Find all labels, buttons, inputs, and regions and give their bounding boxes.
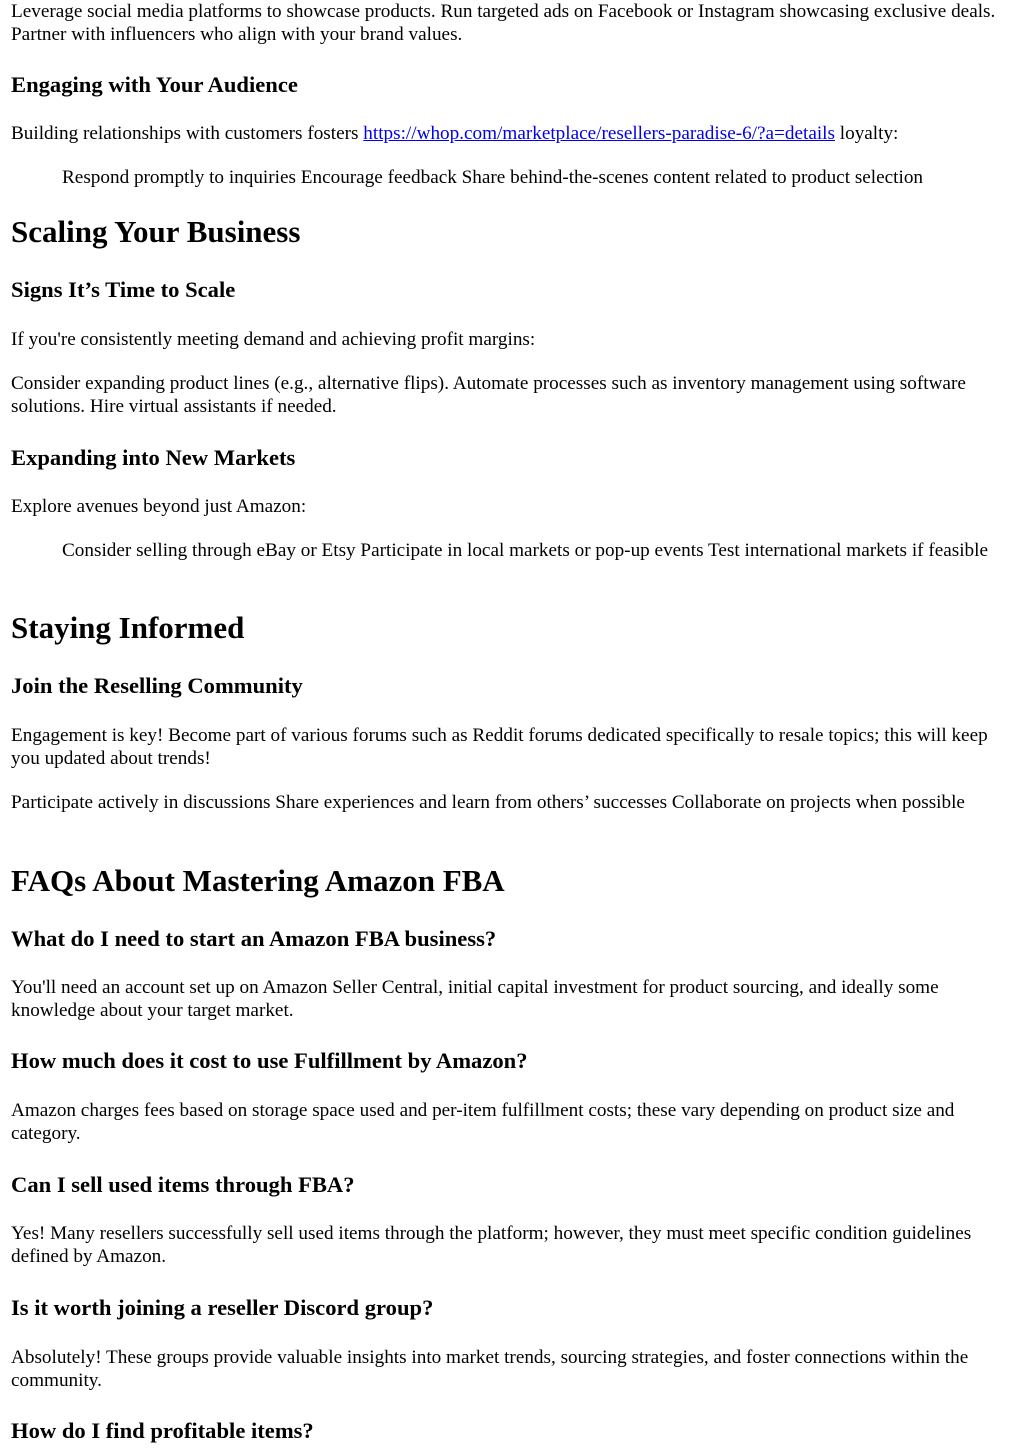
- participate-paragraph: Participate actively in discussions Share experiences and learn from others’ successes Collaborate on projects when possible: [11, 792, 965, 813]
- markets-list: Consider selling through eBay or Etsy Participate in local markets or pop-up events Test international markets if feasible: [62, 540, 988, 561]
- faq-question: How do I find profitable items?: [11, 1418, 314, 1443]
- faq-answer: Amazon charges fees based on storage space used and per-item fulfillment costs; these vary depending on product size and category.: [11, 1100, 955, 1144]
- resellers-paradise-link[interactable]: https://whop.com/marketplace/resellers-paradise-6/?a=details: [363, 123, 835, 144]
- markets-intro: Explore avenues beyond just Amazon:: [11, 496, 307, 517]
- signs-intro: If you're consistently meeting demand and achieving profit margins:: [11, 329, 536, 350]
- engaging-paragraph: [11, 122, 1014, 145]
- signs-paragraph: Consider expanding product lines (e.g., alternative flips). Automate processes such as inventory management using software solutions. Hire virtual assistants if needed.: [11, 373, 966, 417]
- faq-answer: You'll need an account set up on Amazon Seller Central, initial capital investment for product sourcing, and ideally some knowledge about your target market.: [11, 977, 939, 1021]
- engaging-list: Respond promptly to inquiries Encourage feedback Share behind-the-scenes content related to product selection: [62, 167, 924, 188]
- scaling-heading: Scaling Your Business: [11, 214, 301, 249]
- faq-answer: Yes! Many resellers successfully sell used items through the platform; however, they must meet specific condition guidelines defined by Amazon.: [11, 1223, 972, 1267]
- signs-heading: Signs It’s Time to Scale: [11, 277, 236, 302]
- faq-question: Is it worth joining a reseller Discord group?: [11, 1295, 434, 1320]
- community-paragraph: Engagement is key! Become part of various forums such as Reddit forums dedicated specifically to resale topics; this will keep you updated about trends!: [11, 725, 988, 769]
- intro-paragraph: Leverage social media platforms to showcase products. Run targeted ads on Facebook or Instagram showcasing exclusive deals. Partner with influencers who align with your brand values.: [11, 1, 996, 45]
- faq-question: How much does it cost to use Fulfillment by Amazon?: [11, 1048, 528, 1073]
- markets-heading: Expanding into New Markets: [11, 445, 296, 470]
- community-heading: Join the Reselling Community: [11, 673, 303, 698]
- engaging-heading: Engaging with Your Audience: [11, 72, 298, 97]
- faq-answer: Absolutely! These groups provide valuable insights into market trends, sourcing strategies, and foster connections within the community.: [11, 1347, 969, 1391]
- engaging-text-before: Building relationships with customers fosters: [11, 123, 364, 144]
- faqs-heading: FAQs About Mastering Amazon FBA: [11, 863, 505, 898]
- faq-question: Can I sell used items through FBA?: [11, 1172, 355, 1197]
- engaging-text-after: loyalty:: [834, 123, 899, 144]
- informed-heading: Staying Informed: [11, 610, 245, 645]
- faq-question: What do I need to start an Amazon FBA business?: [11, 926, 497, 951]
